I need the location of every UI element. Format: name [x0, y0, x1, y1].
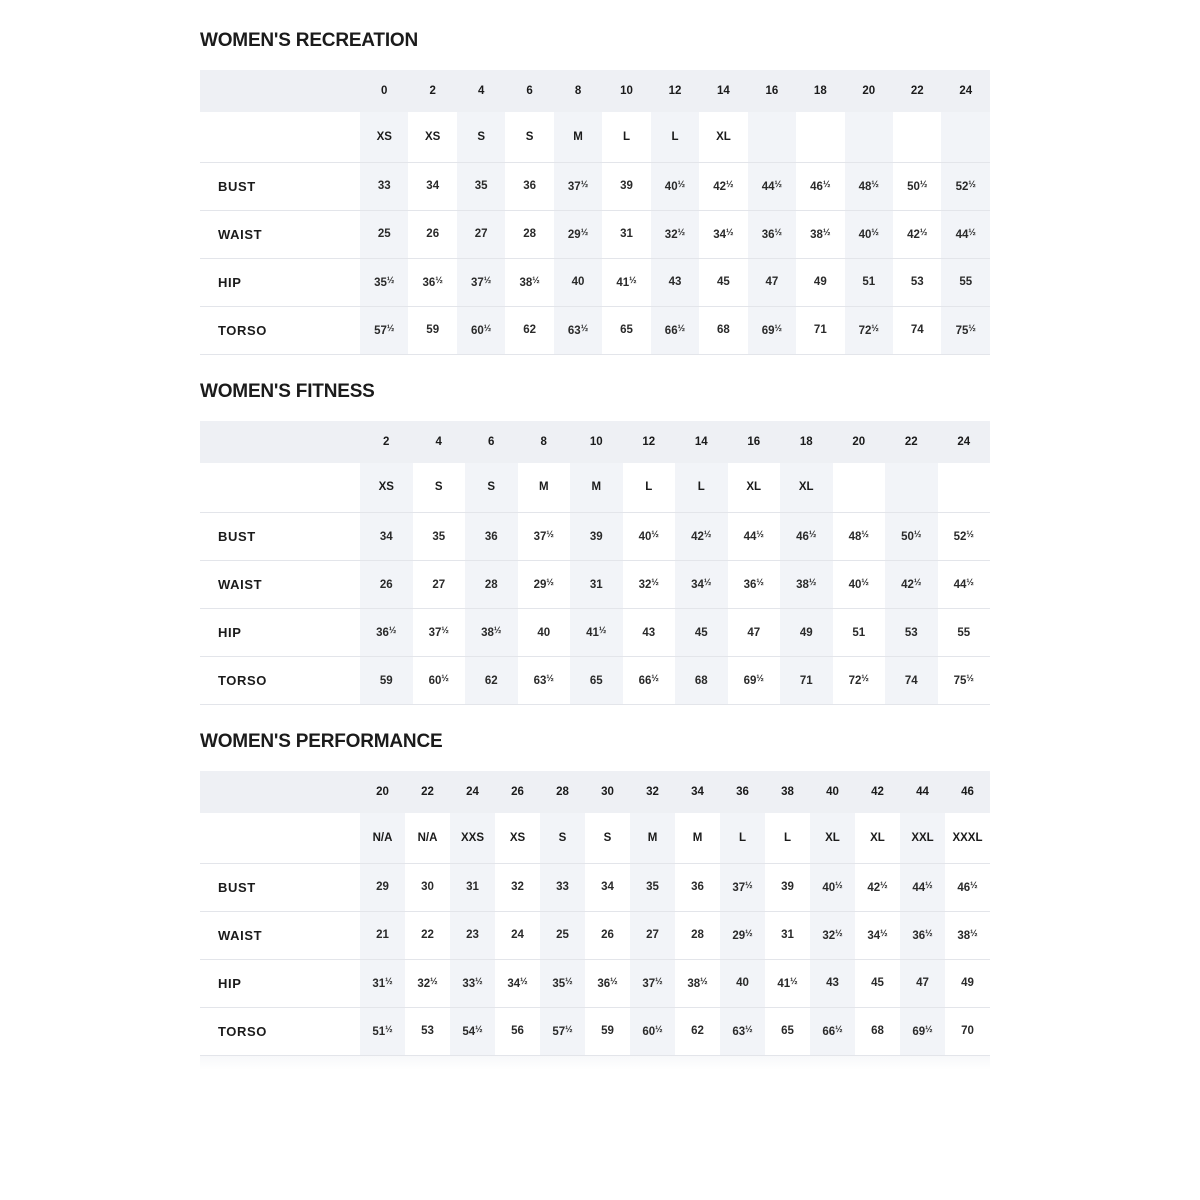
measurement-cell: $32^{\frac{1}{2}}$: [405, 959, 450, 1007]
measurement-cell: 31: [450, 863, 495, 911]
measurement-cell: $52^{\frac{1}{2}}$: [941, 162, 990, 210]
measurement-cell: $36^{\frac{1}{2}}$: [408, 258, 456, 306]
letter-row-spacer: [200, 813, 360, 863]
measurement-cell: $69^{\frac{1}{2}}$: [748, 306, 796, 354]
measurement-cell: $63^{\frac{1}{2}}$: [554, 306, 602, 354]
measurement-cell: $37^{\frac{1}{2}}$: [720, 863, 765, 911]
letter-size-header: S: [505, 112, 553, 162]
measurement-label: TORSO: [200, 657, 360, 705]
measurement-cell: $54^{\frac{1}{2}}$: [450, 1007, 495, 1055]
measurement-label: BUST: [200, 513, 360, 561]
measurement-cell: 53: [893, 258, 941, 306]
numeric-size-header: 16: [728, 421, 781, 463]
measurement-cell: $42^{\frac{1}{2}}$: [885, 561, 938, 609]
measurement-cell: $72^{\frac{1}{2}}$: [833, 657, 886, 705]
measurement-cell: 47: [748, 258, 796, 306]
letter-size-header: [885, 463, 938, 513]
measurement-cell: 49: [780, 609, 833, 657]
measurement-row: [200, 162, 990, 210]
numeric-size-header: 46: [945, 771, 990, 813]
measurement-label: TORSO: [200, 1007, 360, 1055]
size-table: [200, 771, 990, 1056]
numeric-size-header: 20: [360, 771, 405, 813]
measurement-cell: 36: [465, 513, 518, 561]
letter-size-header: L: [651, 112, 699, 162]
measurement-cell: $44^{\frac{1}{2}}$: [728, 513, 781, 561]
measurement-cell: 34: [360, 513, 413, 561]
measurement-cell: $32^{\frac{1}{2}}$: [810, 911, 855, 959]
letter-size-header: XL: [780, 463, 833, 513]
letter-size-header: L: [720, 813, 765, 863]
measurement-cell: $57^{\frac{1}{2}}$: [540, 1007, 585, 1055]
letter-size-header: [941, 112, 990, 162]
numeric-size-header: 26: [495, 771, 540, 813]
letter-size-header: S: [540, 813, 585, 863]
section-title: WOMEN'S FITNESS: [200, 380, 375, 402]
measurement-cell: 22: [405, 911, 450, 959]
size-section: [200, 30, 1000, 355]
measurement-row: [200, 210, 990, 258]
measurement-cell: $50^{\frac{1}{2}}$: [885, 513, 938, 561]
measurement-cell: 65: [570, 657, 623, 705]
measurement-cell: 43: [623, 609, 676, 657]
numeric-size-header: 22: [405, 771, 450, 813]
size-section: [200, 731, 1000, 1070]
numeric-size-header: 22: [885, 421, 938, 463]
measurement-cell: $75^{\frac{1}{2}}$: [941, 306, 990, 354]
measurement-cell: 68: [675, 657, 728, 705]
measurement-label: HIP: [200, 258, 360, 306]
letter-row-spacer: [200, 463, 360, 513]
numeric-size-header: 12: [623, 421, 676, 463]
measurement-cell: $36^{\frac{1}{2}}$: [748, 210, 796, 258]
measurement-cell: $38^{\frac{1}{2}}$: [505, 258, 553, 306]
measurement-cell: 27: [457, 210, 505, 258]
section-title: WOMEN'S PERFORMANCE: [200, 731, 443, 752]
measurement-cell: $35^{\frac{1}{2}}$: [540, 959, 585, 1007]
letter-size-header: N/A: [405, 813, 450, 863]
numeric-size-header: 4: [457, 70, 505, 112]
measurement-cell: $44^{\frac{1}{2}}$: [748, 162, 796, 210]
measurement-cell: 31: [765, 911, 810, 959]
measurement-cell: 68: [855, 1007, 900, 1055]
measurement-cell: 27: [413, 561, 466, 609]
measurement-cell: 51: [833, 609, 886, 657]
measurement-cell: $38^{\frac{1}{2}}$: [675, 959, 720, 1007]
measurement-cell: 36: [675, 863, 720, 911]
measurement-cell: $36^{\frac{1}{2}}$: [585, 959, 630, 1007]
measurement-cell: $37^{\frac{1}{2}}$: [630, 959, 675, 1007]
size-table: [200, 70, 990, 355]
measurement-cell: $52^{\frac{1}{2}}$: [938, 513, 991, 561]
section-title: WOMEN'S RECREATION: [200, 30, 419, 51]
numeric-size-header: 42: [855, 771, 900, 813]
numeric-size-header: 24: [450, 771, 495, 813]
measurement-cell: $44^{\frac{1}{2}}$: [938, 561, 991, 609]
measurement-row: [200, 863, 990, 911]
measurement-cell: $57^{\frac{1}{2}}$: [360, 306, 408, 354]
measurement-cell: 40: [518, 609, 571, 657]
letter-size-header: L: [602, 112, 650, 162]
letter-size-header: XS: [408, 112, 456, 162]
measurement-cell: $40^{\frac{1}{2}}$: [623, 513, 676, 561]
measurement-cell: 35: [413, 513, 466, 561]
measurement-cell: $38^{\frac{1}{2}}$: [796, 210, 844, 258]
letter-size-header: XL: [855, 813, 900, 863]
measurement-cell: $75^{\frac{1}{2}}$: [938, 657, 991, 705]
measurement-cell: 26: [408, 210, 456, 258]
measurement-cell: 71: [796, 306, 844, 354]
measurement-cell: $34^{\frac{1}{2}}$: [495, 959, 540, 1007]
numeric-size-header: 24: [938, 421, 991, 463]
numeric-size-row: [200, 421, 990, 463]
letter-size-header: [893, 112, 941, 162]
measurement-cell: $46^{\frac{1}{2}}$: [796, 162, 844, 210]
measurement-cell: $37^{\frac{1}{2}}$: [554, 162, 602, 210]
measurement-cell: $66^{\frac{1}{2}}$: [810, 1007, 855, 1055]
letter-size-header: S: [457, 112, 505, 162]
measurement-cell: 65: [602, 306, 650, 354]
measurement-cell: 40: [554, 258, 602, 306]
letter-size-header: S: [413, 463, 466, 513]
numeric-size-header: 40: [810, 771, 855, 813]
measurement-cell: 45: [855, 959, 900, 1007]
measurement-label: TORSO: [200, 306, 360, 354]
measurement-cell: 30: [405, 863, 450, 911]
measurement-cell: 59: [585, 1007, 630, 1055]
measurement-cell: $42^{\frac{1}{2}}$: [675, 513, 728, 561]
numeric-size-header: 14: [675, 421, 728, 463]
measurement-cell: $51^{\frac{1}{2}}$: [360, 1007, 405, 1055]
numeric-size-row: [200, 70, 990, 112]
measurement-cell: 23: [450, 911, 495, 959]
measurement-cell: 25: [360, 210, 408, 258]
measurement-cell: 59: [408, 306, 456, 354]
measurement-cell: $40^{\frac{1}{2}}$: [845, 210, 893, 258]
measurement-cell: $46^{\frac{1}{2}}$: [945, 863, 990, 911]
measurement-cell: 45: [699, 258, 747, 306]
numeric-size-header: 18: [796, 70, 844, 112]
measurement-cell: $29^{\frac{1}{2}}$: [720, 911, 765, 959]
letter-size-row: [200, 112, 990, 162]
measurement-label: HIP: [200, 959, 360, 1007]
measurement-row: [200, 1007, 990, 1055]
letter-size-header: M: [570, 463, 623, 513]
measurement-cell: $33^{\frac{1}{2}}$: [450, 959, 495, 1007]
measurement-cell: $37^{\frac{1}{2}}$: [413, 609, 466, 657]
letter-size-header: M: [675, 813, 720, 863]
measurement-cell: $72^{\frac{1}{2}}$: [845, 306, 893, 354]
measurement-cell: 56: [495, 1007, 540, 1055]
letter-size-header: M: [630, 813, 675, 863]
measurement-cell: 43: [810, 959, 855, 1007]
measurement-row: [200, 306, 990, 354]
numeric-size-header: 2: [408, 70, 456, 112]
measurement-cell: $60^{\frac{1}{2}}$: [413, 657, 466, 705]
numeric-size-header: 44: [900, 771, 945, 813]
letter-size-header: M: [554, 112, 602, 162]
measurement-cell: $69^{\frac{1}{2}}$: [900, 1007, 945, 1055]
measurement-label: WAIST: [200, 561, 360, 609]
numeric-size-header: 2: [360, 421, 413, 463]
numeric-size-header: 0: [360, 70, 408, 112]
measurement-cell: $66^{\frac{1}{2}}$: [651, 306, 699, 354]
measurement-cell: 33: [540, 863, 585, 911]
sections-container: [200, 30, 1000, 1070]
numeric-size-row: [200, 771, 990, 813]
letter-size-header: XS: [495, 813, 540, 863]
measurement-cell: $60^{\frac{1}{2}}$: [630, 1007, 675, 1055]
measurement-cell: $38^{\frac{1}{2}}$: [780, 561, 833, 609]
measurement-cell: 35: [630, 863, 675, 911]
measurement-cell: 28: [505, 210, 553, 258]
measurement-cell: $34^{\frac{1}{2}}$: [699, 210, 747, 258]
measurement-label: BUST: [200, 162, 360, 210]
measurement-cell: 53: [885, 609, 938, 657]
numeric-size-header: 20: [833, 421, 886, 463]
measurement-cell: $66^{\frac{1}{2}}$: [623, 657, 676, 705]
measurement-cell: 62: [505, 306, 553, 354]
table-clipped-edge: [200, 1056, 990, 1070]
measurement-cell: 51: [845, 258, 893, 306]
numeric-size-header: 8: [518, 421, 571, 463]
measurement-row: [200, 258, 990, 306]
measurement-cell: 45: [675, 609, 728, 657]
numeric-size-header: 8: [554, 70, 602, 112]
measurement-cell: 39: [602, 162, 650, 210]
letter-size-header: XL: [810, 813, 855, 863]
letter-size-header: XS: [360, 112, 408, 162]
measurement-cell: $32^{\frac{1}{2}}$: [623, 561, 676, 609]
measurement-cell: 47: [728, 609, 781, 657]
size-table: [200, 421, 990, 706]
measurement-row: [200, 513, 990, 561]
measurement-cell: $44^{\frac{1}{2}}$: [941, 210, 990, 258]
measurement-cell: $34^{\frac{1}{2}}$: [675, 561, 728, 609]
measurement-cell: $42^{\frac{1}{2}}$: [855, 863, 900, 911]
measurement-cell: $48^{\frac{1}{2}}$: [833, 513, 886, 561]
numeric-size-header: 34: [675, 771, 720, 813]
measurement-cell: 29: [360, 863, 405, 911]
numeric-size-header: 10: [602, 70, 650, 112]
letter-size-row: [200, 813, 990, 863]
measurement-cell: 74: [893, 306, 941, 354]
measurement-row: [200, 911, 990, 959]
measurement-cell: 26: [585, 911, 630, 959]
letter-size-header: L: [623, 463, 676, 513]
measurement-label: BUST: [200, 863, 360, 911]
measurement-cell: $41^{\frac{1}{2}}$: [570, 609, 623, 657]
measurement-cell: 68: [699, 306, 747, 354]
measurement-cell: 59: [360, 657, 413, 705]
measurement-cell: $36^{\frac{1}{2}}$: [728, 561, 781, 609]
letter-size-header: XXL: [900, 813, 945, 863]
measurement-cell: $35^{\frac{1}{2}}$: [360, 258, 408, 306]
measurement-cell: $63^{\frac{1}{2}}$: [518, 657, 571, 705]
measurement-cell: 71: [780, 657, 833, 705]
letter-size-row: [200, 463, 990, 513]
measurement-label: HIP: [200, 609, 360, 657]
measurement-cell: $38^{\frac{1}{2}}$: [465, 609, 518, 657]
numeric-size-header: 24: [941, 70, 990, 112]
measurement-cell: $44^{\frac{1}{2}}$: [900, 863, 945, 911]
letter-size-header: S: [465, 463, 518, 513]
measurement-cell: 39: [765, 863, 810, 911]
letter-size-header: [938, 463, 991, 513]
measurement-cell: $41^{\frac{1}{2}}$: [765, 959, 810, 1007]
measurement-cell: 31: [602, 210, 650, 258]
measurement-row: [200, 959, 990, 1007]
measurement-label: WAIST: [200, 210, 360, 258]
measurement-cell: $37^{\frac{1}{2}}$: [457, 258, 505, 306]
measurement-cell: 70: [945, 1007, 990, 1055]
measurement-cell: $48^{\frac{1}{2}}$: [845, 162, 893, 210]
letter-size-header: L: [675, 463, 728, 513]
measurement-cell: 34: [408, 162, 456, 210]
letter-size-header: XS: [360, 463, 413, 513]
measurement-cell: $63^{\frac{1}{2}}$: [720, 1007, 765, 1055]
measurement-label: WAIST: [200, 911, 360, 959]
measurement-cell: $36^{\frac{1}{2}}$: [900, 911, 945, 959]
measurement-cell: $41^{\frac{1}{2}}$: [602, 258, 650, 306]
measurement-cell: $40^{\frac{1}{2}}$: [833, 561, 886, 609]
measurement-row: [200, 561, 990, 609]
numeric-size-header: 6: [505, 70, 553, 112]
measurement-cell: 31: [570, 561, 623, 609]
measurement-cell: 28: [675, 911, 720, 959]
numeric-size-header: 6: [465, 421, 518, 463]
size-section: [200, 381, 1000, 706]
measurement-cell: 43: [651, 258, 699, 306]
numeric-size-header: 30: [585, 771, 630, 813]
numeric-size-header: 18: [780, 421, 833, 463]
measurement-cell: 62: [675, 1007, 720, 1055]
measurement-cell: $46^{\frac{1}{2}}$: [780, 513, 833, 561]
numeric-size-header: 28: [540, 771, 585, 813]
measurement-cell: 40: [720, 959, 765, 1007]
letter-size-header: N/A: [360, 813, 405, 863]
numeric-size-header: 14: [699, 70, 747, 112]
measurement-cell: $36^{\frac{1}{2}}$: [360, 609, 413, 657]
measurement-cell: $38^{\frac{1}{2}}$: [945, 911, 990, 959]
measurement-cell: 49: [945, 959, 990, 1007]
measurement-cell: $40^{\frac{1}{2}}$: [651, 162, 699, 210]
measurement-cell: $42^{\frac{1}{2}}$: [699, 162, 747, 210]
measurement-cell: 34: [585, 863, 630, 911]
letter-size-header: XXXL: [945, 813, 990, 863]
measurement-cell: 65: [765, 1007, 810, 1055]
numeric-size-header: 20: [845, 70, 893, 112]
measurement-cell: $37^{\frac{1}{2}}$: [518, 513, 571, 561]
measurement-cell: 26: [360, 561, 413, 609]
measurement-cell: 25: [540, 911, 585, 959]
measurement-cell: $69^{\frac{1}{2}}$: [728, 657, 781, 705]
measurement-cell: 74: [885, 657, 938, 705]
measurement-cell: 47: [900, 959, 945, 1007]
measurement-cell: 55: [938, 609, 991, 657]
measurement-row: [200, 657, 990, 705]
measurement-cell: $32^{\frac{1}{2}}$: [651, 210, 699, 258]
measurement-cell: 55: [941, 258, 990, 306]
measurement-cell: $40^{\frac{1}{2}}$: [810, 863, 855, 911]
numeric-size-header: 22: [893, 70, 941, 112]
letter-size-header: XL: [699, 112, 747, 162]
measurement-row: [200, 609, 990, 657]
letter-size-header: L: [765, 813, 810, 863]
numeric-size-header: 10: [570, 421, 623, 463]
letter-size-header: XXS: [450, 813, 495, 863]
measurement-cell: $60^{\frac{1}{2}}$: [457, 306, 505, 354]
measurement-cell: 28: [465, 561, 518, 609]
measurement-cell: 33: [360, 162, 408, 210]
letter-size-header: M: [518, 463, 571, 513]
measurement-cell: $29^{\frac{1}{2}}$: [554, 210, 602, 258]
measurement-cell: 62: [465, 657, 518, 705]
letter-size-header: [845, 112, 893, 162]
measurement-cell: $31^{\frac{1}{2}}$: [360, 959, 405, 1007]
letter-row-spacer: [200, 112, 360, 162]
measurement-cell: 39: [570, 513, 623, 561]
numeric-row-spacer: [200, 771, 360, 813]
numeric-size-header: 16: [748, 70, 796, 112]
measurement-cell: 32: [495, 863, 540, 911]
measurement-cell: $42^{\frac{1}{2}}$: [893, 210, 941, 258]
letter-size-header: S: [585, 813, 630, 863]
numeric-row-spacer: [200, 421, 360, 463]
numeric-size-header: 32: [630, 771, 675, 813]
measurement-cell: $29^{\frac{1}{2}}$: [518, 561, 571, 609]
measurement-cell: 35: [457, 162, 505, 210]
measurement-cell: 49: [796, 258, 844, 306]
measurement-cell: $50^{\frac{1}{2}}$: [893, 162, 941, 210]
measurement-cell: 24: [495, 911, 540, 959]
measurement-cell: 21: [360, 911, 405, 959]
numeric-row-spacer: [200, 70, 360, 112]
measurement-cell: 53: [405, 1007, 450, 1055]
letter-size-header: [796, 112, 844, 162]
numeric-size-header: 36: [720, 771, 765, 813]
letter-size-header: XL: [728, 463, 781, 513]
letter-size-header: [748, 112, 796, 162]
measurement-cell: 27: [630, 911, 675, 959]
letter-size-header: [833, 463, 886, 513]
numeric-size-header: 38: [765, 771, 810, 813]
numeric-size-header: 4: [413, 421, 466, 463]
numeric-size-header: 12: [651, 70, 699, 112]
measurement-cell: $34^{\frac{1}{2}}$: [855, 911, 900, 959]
measurement-cell: 36: [505, 162, 553, 210]
